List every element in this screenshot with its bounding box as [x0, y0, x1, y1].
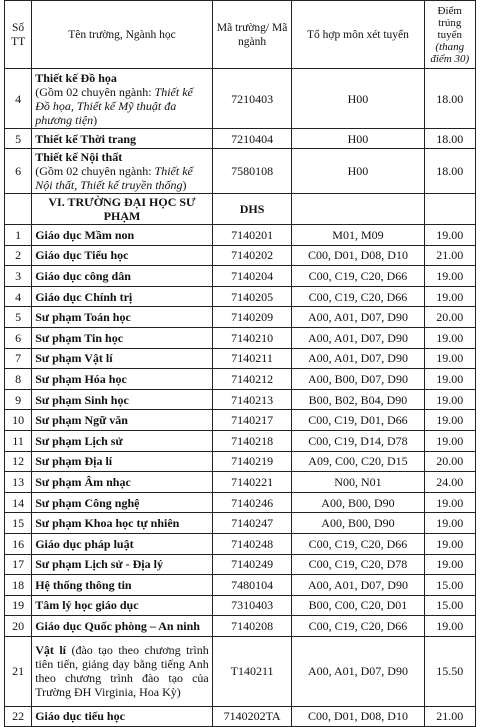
table-row [5, 533, 476, 554]
row-code: 7580108 [212, 149, 292, 194]
program-name: Giáo dục công dân [35, 268, 131, 283]
row-name [32, 575, 213, 596]
row-name [32, 706, 213, 726]
row-no: 18 [5, 575, 32, 596]
row-no: 4 [5, 286, 32, 307]
program-name: Vật lí [35, 643, 66, 658]
row-code: 7140248 [212, 533, 292, 554]
row-combo: H00 [292, 129, 424, 149]
row-combo: A00, A01, D07, D90 [292, 575, 424, 596]
row-combo: A00, A01, D07, D90 [292, 636, 424, 706]
row-no: 20 [5, 616, 32, 637]
row-score: 21.00 [424, 706, 475, 726]
row-score: 19.00 [424, 327, 475, 348]
row-combo: C00, C19, D01, D66 [292, 410, 424, 431]
row-code: 7140218 [212, 430, 292, 451]
row-name [32, 307, 213, 328]
row-combo: C00, C19, C20, D66 [292, 266, 424, 287]
row-no: 5 [5, 307, 32, 328]
row-no: 9 [5, 389, 32, 410]
row-code: T140211 [212, 636, 292, 706]
row-score: 15.00 [424, 575, 475, 596]
row-name [32, 225, 213, 246]
row-score: 18.00 [424, 69, 475, 129]
table-row [5, 245, 476, 266]
row-score: 19.00 [424, 430, 475, 451]
row-combo: B00, B02, B04, D90 [292, 389, 424, 410]
row-code: 7210404 [212, 129, 292, 149]
row-score: 19.00 [424, 389, 475, 410]
row-combo: C00, D01, D08, D10 [292, 706, 424, 726]
table-row [5, 327, 476, 348]
row-code: 7140210 [212, 327, 292, 348]
row-no: 13 [5, 472, 32, 493]
row-combo: A00, B00, D90 [292, 513, 424, 534]
row-no: 14 [5, 492, 32, 513]
table-row [5, 307, 476, 328]
program-name: Sư phạm Khoa học tự nhiên [35, 516, 180, 531]
row-no: 1 [5, 225, 32, 246]
row-no: 6 [5, 149, 32, 194]
row-combo: H00 [292, 69, 424, 129]
table-row [5, 225, 476, 246]
row-no: 15 [5, 513, 32, 534]
row-score: 18.00 [424, 129, 475, 149]
program-name: Hệ thống thông tin [35, 577, 132, 592]
row-score: 19.00 [424, 533, 475, 554]
table-row [5, 389, 476, 410]
program-name: Sư phạm Âm nhạc [35, 474, 131, 489]
admission-table [4, 0, 476, 727]
row-code: 7140202TA [212, 706, 292, 726]
row-score: 19.00 [424, 616, 475, 637]
row-code: 7140249 [212, 554, 292, 575]
table-row [5, 472, 476, 493]
header-score-main: Điểm trúng tuyển [437, 4, 462, 41]
row-code: 7310403 [212, 595, 292, 616]
program-name: Sư phạm Lịch sử [35, 433, 123, 448]
row-name [32, 266, 213, 287]
row-score: 15.00 [424, 595, 475, 616]
row-code: 7210403 [212, 69, 292, 129]
program-name: Thiết kế Đồ họa [35, 70, 117, 85]
row-no: 8 [5, 369, 32, 390]
row-code: 7140213 [212, 389, 292, 410]
row-no: 16 [5, 533, 32, 554]
table-row [5, 492, 476, 513]
header-code: Mã trường/ Mã ngành [212, 1, 292, 69]
table-row [5, 69, 476, 129]
table-row [5, 706, 476, 726]
table-row [5, 286, 476, 307]
row-no: 10 [5, 410, 32, 431]
table-row [5, 554, 476, 575]
row-no: 12 [5, 451, 32, 472]
row-name [32, 595, 213, 616]
row-name [32, 286, 213, 307]
row-no: 2 [5, 245, 32, 266]
row-combo: A00, A01, D07, D90 [292, 327, 424, 348]
row-name [32, 327, 213, 348]
row-code: 7140221 [212, 472, 292, 493]
row-no: 5 [5, 129, 32, 149]
section-score [424, 194, 475, 225]
row-score: 20.00 [424, 307, 475, 328]
row-combo: B00, C00, C20, D01 [292, 595, 424, 616]
row-no: 22 [5, 706, 32, 726]
row-combo: N00, N01 [292, 472, 424, 493]
section-combo [292, 194, 424, 225]
row-combo: A09, C00, C20, D15 [292, 451, 424, 472]
program-name: Giáo dục Tiểu học [35, 248, 129, 263]
row-name [32, 430, 213, 451]
row-name [32, 554, 213, 575]
row-score: 18.00 [424, 149, 475, 194]
section-row [5, 194, 476, 225]
header-score-note: (thang điểm 30) [430, 40, 470, 65]
row-no: 17 [5, 554, 32, 575]
table-row [5, 348, 476, 369]
row-no: 21 [5, 636, 32, 706]
table-row [5, 430, 476, 451]
row-code: 7480104 [212, 575, 292, 596]
row-score: 19.00 [424, 286, 475, 307]
row-combo: H00 [292, 149, 424, 194]
row-name [32, 129, 213, 149]
row-name [32, 149, 213, 194]
row-name [32, 513, 213, 534]
row-name [32, 492, 213, 513]
section-code: DHS [212, 194, 292, 225]
program-note: (Gồm 02 chuyên ngành: Thiết kế Đồ họa, Thiết kế Mỹ thuật đa phương tiện) [35, 84, 193, 127]
row-code: 7140217 [212, 410, 292, 431]
row-code: 7140208 [212, 616, 292, 637]
row-combo: A00, B00, D07, D90 [292, 369, 424, 390]
row-code: 7140211 [212, 348, 292, 369]
table-row [5, 266, 476, 287]
row-combo: A00, A01, D07, D90 [292, 348, 424, 369]
table-header-row [5, 1, 476, 69]
row-combo: C00, C19, C20, D66 [292, 286, 424, 307]
row-code: 7140204 [212, 266, 292, 287]
row-score: 19.00 [424, 266, 475, 287]
program-name: Giáo dục pháp luật [35, 536, 134, 551]
program-rows [5, 225, 476, 637]
table-row [5, 410, 476, 431]
row-score: 24.00 [424, 472, 475, 493]
program-name: Thiết kế Nội thất [35, 150, 123, 164]
row-score: 19.00 [424, 492, 475, 513]
header-score [424, 1, 475, 69]
header-no: Số TT [5, 1, 32, 69]
row-code: 7140246 [212, 492, 292, 513]
row-name [32, 389, 213, 410]
row-code: 7140247 [212, 513, 292, 534]
header-combo: Tổ hợp môn xét tuyển [292, 1, 424, 69]
row-combo: A00, A01, D07, D90 [292, 307, 424, 328]
row-combo: C00, C19, C20, D66 [292, 616, 424, 637]
row-name [32, 410, 213, 431]
row-combo: C00, D01, D08, D10 [292, 245, 424, 266]
table-row [5, 129, 476, 149]
program-name: Sư phạm Sinh học [35, 392, 129, 407]
row-code: 7140219 [212, 451, 292, 472]
row-score: 20.00 [424, 451, 475, 472]
row-name [32, 245, 213, 266]
table-row [5, 513, 476, 534]
table-row [5, 149, 476, 194]
table-row [5, 575, 476, 596]
row-score: 19.00 [424, 225, 475, 246]
table-row [5, 451, 476, 472]
row-code: 7140212 [212, 369, 292, 390]
row-name [32, 616, 213, 637]
program-name: Giáo dục Mầm non [35, 227, 135, 242]
row-score: 19.00 [424, 554, 475, 575]
program-name: Giáo dục Quốc phòng – An ninh [35, 619, 200, 634]
row-name [32, 369, 213, 390]
row-score: 21.00 [424, 245, 475, 266]
row-combo: A00, B00, D90 [292, 492, 424, 513]
program-note: (Gồm 02 chuyên ngành: Thiết kế Nội thất, Thiết kế truyền thống) [35, 164, 193, 192]
table-row [5, 595, 476, 616]
program-name: Tâm lý học giáo dục [35, 598, 139, 613]
row-name [32, 636, 213, 706]
row-no: 3 [5, 266, 32, 287]
row-name [32, 348, 213, 369]
row-no: 4 [5, 69, 32, 129]
row-combo: M01, M09 [292, 225, 424, 246]
row-no: 19 [5, 595, 32, 616]
program-name: Sư phạm Vật lí [35, 351, 113, 366]
row-code: 7140202 [212, 245, 292, 266]
row-score: 19.00 [424, 348, 475, 369]
row-no: 11 [5, 430, 32, 451]
row-name [32, 451, 213, 472]
row-no: 6 [5, 327, 32, 348]
row-score: 19.00 [424, 410, 475, 431]
program-name: Giáo dục Chính trị [35, 289, 133, 304]
row-combo: C00, C19, D14, D78 [292, 430, 424, 451]
program-name: Sư phạm Địa lí [35, 454, 113, 469]
row-code: 7140209 [212, 307, 292, 328]
row-score: 19.00 [424, 369, 475, 390]
program-name: Sư phạm Tin học [35, 330, 124, 345]
table-row [5, 369, 476, 390]
row-score: 19.00 [424, 513, 475, 534]
row-name [32, 69, 213, 129]
program-name: Sư phạm Toán học [35, 310, 131, 325]
program-name: Sư phạm Công nghệ [35, 495, 140, 510]
program-name: Sư phạm Ngữ văn [35, 413, 128, 428]
program-name: Giáo dục tiểu học [35, 709, 125, 724]
section-title: VI. TRƯỜNG ĐẠI HỌC SƯ PHẠM [32, 194, 213, 225]
row-code: 7140201 [212, 225, 292, 246]
table-row [5, 616, 476, 637]
table-row [5, 636, 476, 706]
row-name [32, 472, 213, 493]
row-code: 7140205 [212, 286, 292, 307]
section-no [5, 194, 32, 225]
row-name [32, 533, 213, 554]
row-combo: C00, C19, C20, D78 [292, 554, 424, 575]
program-name: Sư phạm Lịch sử - Địa lý [35, 557, 163, 572]
row-combo: C00, C19, C20, D66 [292, 533, 424, 554]
row-no: 7 [5, 348, 32, 369]
program-note: (đào tạo theo chương trình tiên tiến, giảng dạy bằng tiếng Anh theo chương trình đào tạo của Trường ĐH Virginia, Hoa Kỳ) [35, 643, 209, 700]
row-score: 15.50 [424, 636, 475, 706]
program-name: Sư phạm Hóa học [35, 371, 127, 386]
header-name: Tên trường, Ngành học [32, 1, 213, 69]
program-name: Thiết kế Thời trang [35, 131, 136, 146]
